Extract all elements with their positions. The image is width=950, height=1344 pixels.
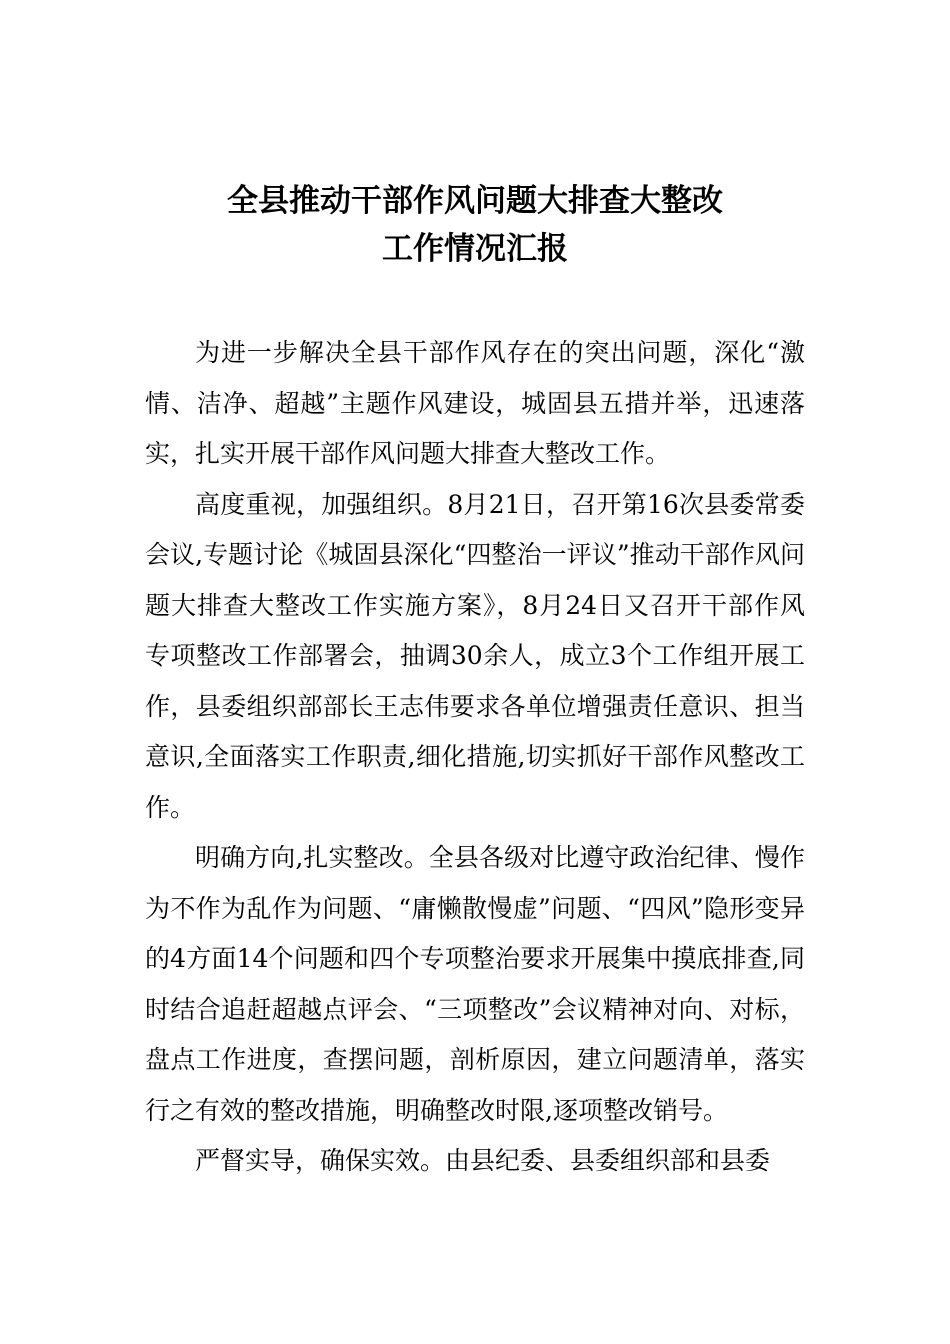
paragraph-rectification: 明确方向,扎实整改。全县各级对比遵守政治纪律、慢作为不作为乱作为问题、“庸懒散慢虚”问题、“四风”隐形变异的4方面14个问题和四个专项整治要求开展集中摸底排查,同时结合追赶超越点评会、“三项整改”会议精神对向、对标，盘点工作进度，查摆问题，剖析原因，建立问题清单，落实行之有效的整改措施，明确整改时限,逐项整改销号。 — [145, 843, 805, 1125]
document-title-line-1: 全县推动干部作风问题大排查大整改 — [227, 183, 723, 219]
paragraph-intro: 为进一步解决全县干部作风存在的突出问题，深化“激情、洁净、超越”主题作风建设，城固县五措并举，迅速落实，扎实开展干部作风问题大排查大整改工作。 — [145, 338, 805, 468]
paragraph-organization: 高度重视，加强组织。8月21日，召开第16次县委常委会议,专题讨论《城固县深化“四整治一评议”推动干部作风问题大排查大整改工作实施方案》，8月24日又召开干部作风专项整改工作部署会，抽调30余人，成立3个工作组开展工作，县委组织部部长王志伟要求各单位增强责任意识、担当意识,全面落实工作职责,细化措施,切实抓好干部作风整改工作。 — [145, 489, 805, 822]
document-title-line-2: 工作情况汇报 — [382, 231, 568, 267]
document-body — [145, 328, 805, 1187]
paragraph-supervision: 严督实导，确保实效。由县纪委、县委组织部和县委 — [195, 1146, 771, 1175]
